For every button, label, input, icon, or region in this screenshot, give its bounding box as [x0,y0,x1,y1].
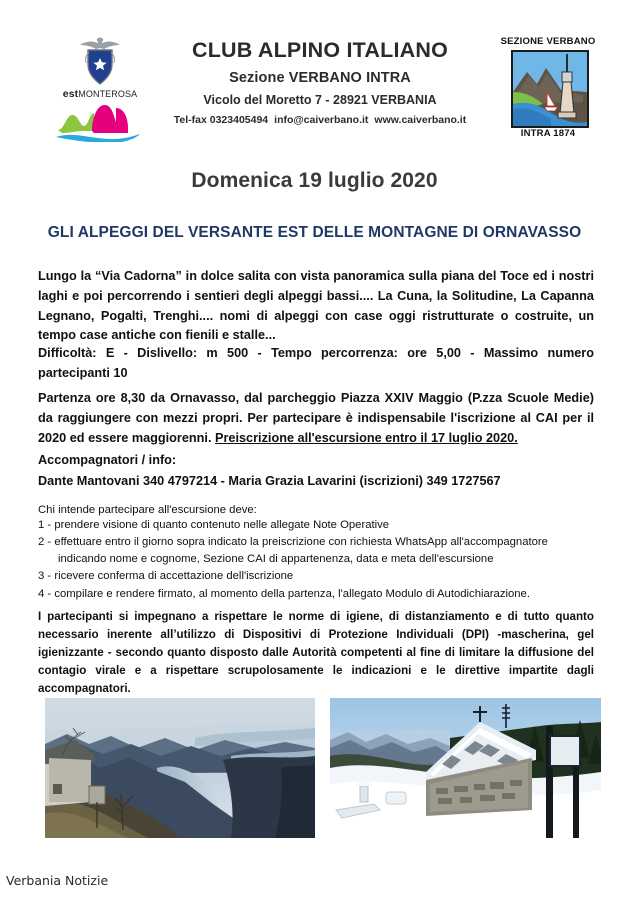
difficulty-paragraph: Difficoltà: E - Dislivello: m 500 - Tempo percorrenza: ore 5,00 - Massimo numero partecipanti 10 [38,346,594,380]
list-item [38,534,600,568]
step-text: 3 - ricevere conferma di accettazione dell'iscrizione [38,570,294,583]
photo-snow-chapel [330,698,601,838]
steps-intro: Chi intende partecipare all'escursione deve: [38,504,257,516]
event-date-title: Domenica 19 luglio 2020 [191,169,438,192]
document-header [0,30,629,152]
step-text: 1 - prendere visione di quanto contenuto nelle allegate Note Operative [38,519,390,531]
badge-artwork [511,50,589,128]
photo-valley-panorama [45,698,315,838]
website-text: www.caiverbano.it [374,114,467,127]
header-text-block [155,38,485,126]
step-continuation: indicando nome e cognome, Sezione CAI di appartenenza, data e meta dell'escursione [58,553,494,566]
sezione-verbano-badge [499,32,597,144]
badge-title: SEZIONE VERBANO [500,36,596,47]
final-paragraph: I partecipanti si impegnano a rispettare le norme di igiene, di distanziamento e di tutto quanto necessario inerente all’utilizzo di Dispositivi di Protezione Individuali (DPI) -mascherina, gel igienizzante - secondo quanto disposto dalle Autorità competenti al fine di limitare la diffusione del contagio virale e a rispettare scrupolosamente le indicazioni e le direttive impartite dagli accompagnatori. [38,610,594,695]
organization-contact [155,114,485,126]
step-text: 4 - compilare e rendere firmato, al momento della partenza, l'allegato Modulo di Autodichiarazione. [38,587,530,600]
source-watermark: Verbania Notizie [6,873,109,888]
badge-subtitle: INTRA 1874 [520,128,576,139]
organization-name: CLUB ALPINO ITALIANO [191,38,448,62]
est-monterosa-wordmark: estMONTEROSA [62,88,138,100]
list-item [38,517,600,534]
preregistration-deadline: Preiscrizione all'escursione entro il 17 luglio 2020. [215,430,518,445]
list-item [38,586,600,603]
monterosa-m-mark-icon [54,100,146,142]
lake-mountain-tower-illustration-icon [513,52,587,126]
snow-chapel-image [330,698,601,838]
organization-address: Vicolo del Moretto 7 - 28921 VERBANIA [203,93,437,108]
guides-names: Dante Mantovani 340 4797214 - Maria Grazia Lavarini (iscrizioni) 349 1727567 [38,474,501,488]
event-headline: GLI ALPEGGI DEL VERSANTE EST DELLE MONTAGNE DI ORNAVASSO [47,224,582,241]
steps-list [38,517,600,603]
departure-paragraph [38,389,594,448]
step-text: 2 - effettuare entro il giorno sopra indicato la preiscrizione con richiesta WhatsApp all'accompagnatore [38,536,548,549]
phone-text: Tel-fax 0323405494 [173,114,269,127]
departure-text: Partenza ore 8,30 da Ornavasso, dal parcheggio Piazza XXIV Maggio (P.zza Scuole Medie) da raggiungere con mezzi propri. Per partecipare è indispensabile l'iscrizione al CAI per il 2020 ed essere maggiorenni. [38,391,594,445]
list-item [38,568,600,585]
valley-panorama-image [45,698,315,838]
eagle-crest-icon [78,36,122,88]
email-text: info@caiverbano.it [274,114,369,127]
organization-section: Sezione VERBANO INTRA [229,70,411,87]
est-monterosa-logo [48,36,152,142]
guides-label: Accompagnatori / info: [38,453,177,467]
intro-paragraph: Lungo la “Via Cadorna” in dolce salita con vista panoramica sulla piana del Toce ed i nostri laghi e poi percorrendo i sentieri degli alpeggi bassi.... La Cuna, la Solitudine, La Capanna Legnano, Pogalti, Trenghi.... nomi di alpeggi con case oggi ristrutturate o costruite, un tempo case antiche con fienili e stalle... [38,269,594,343]
